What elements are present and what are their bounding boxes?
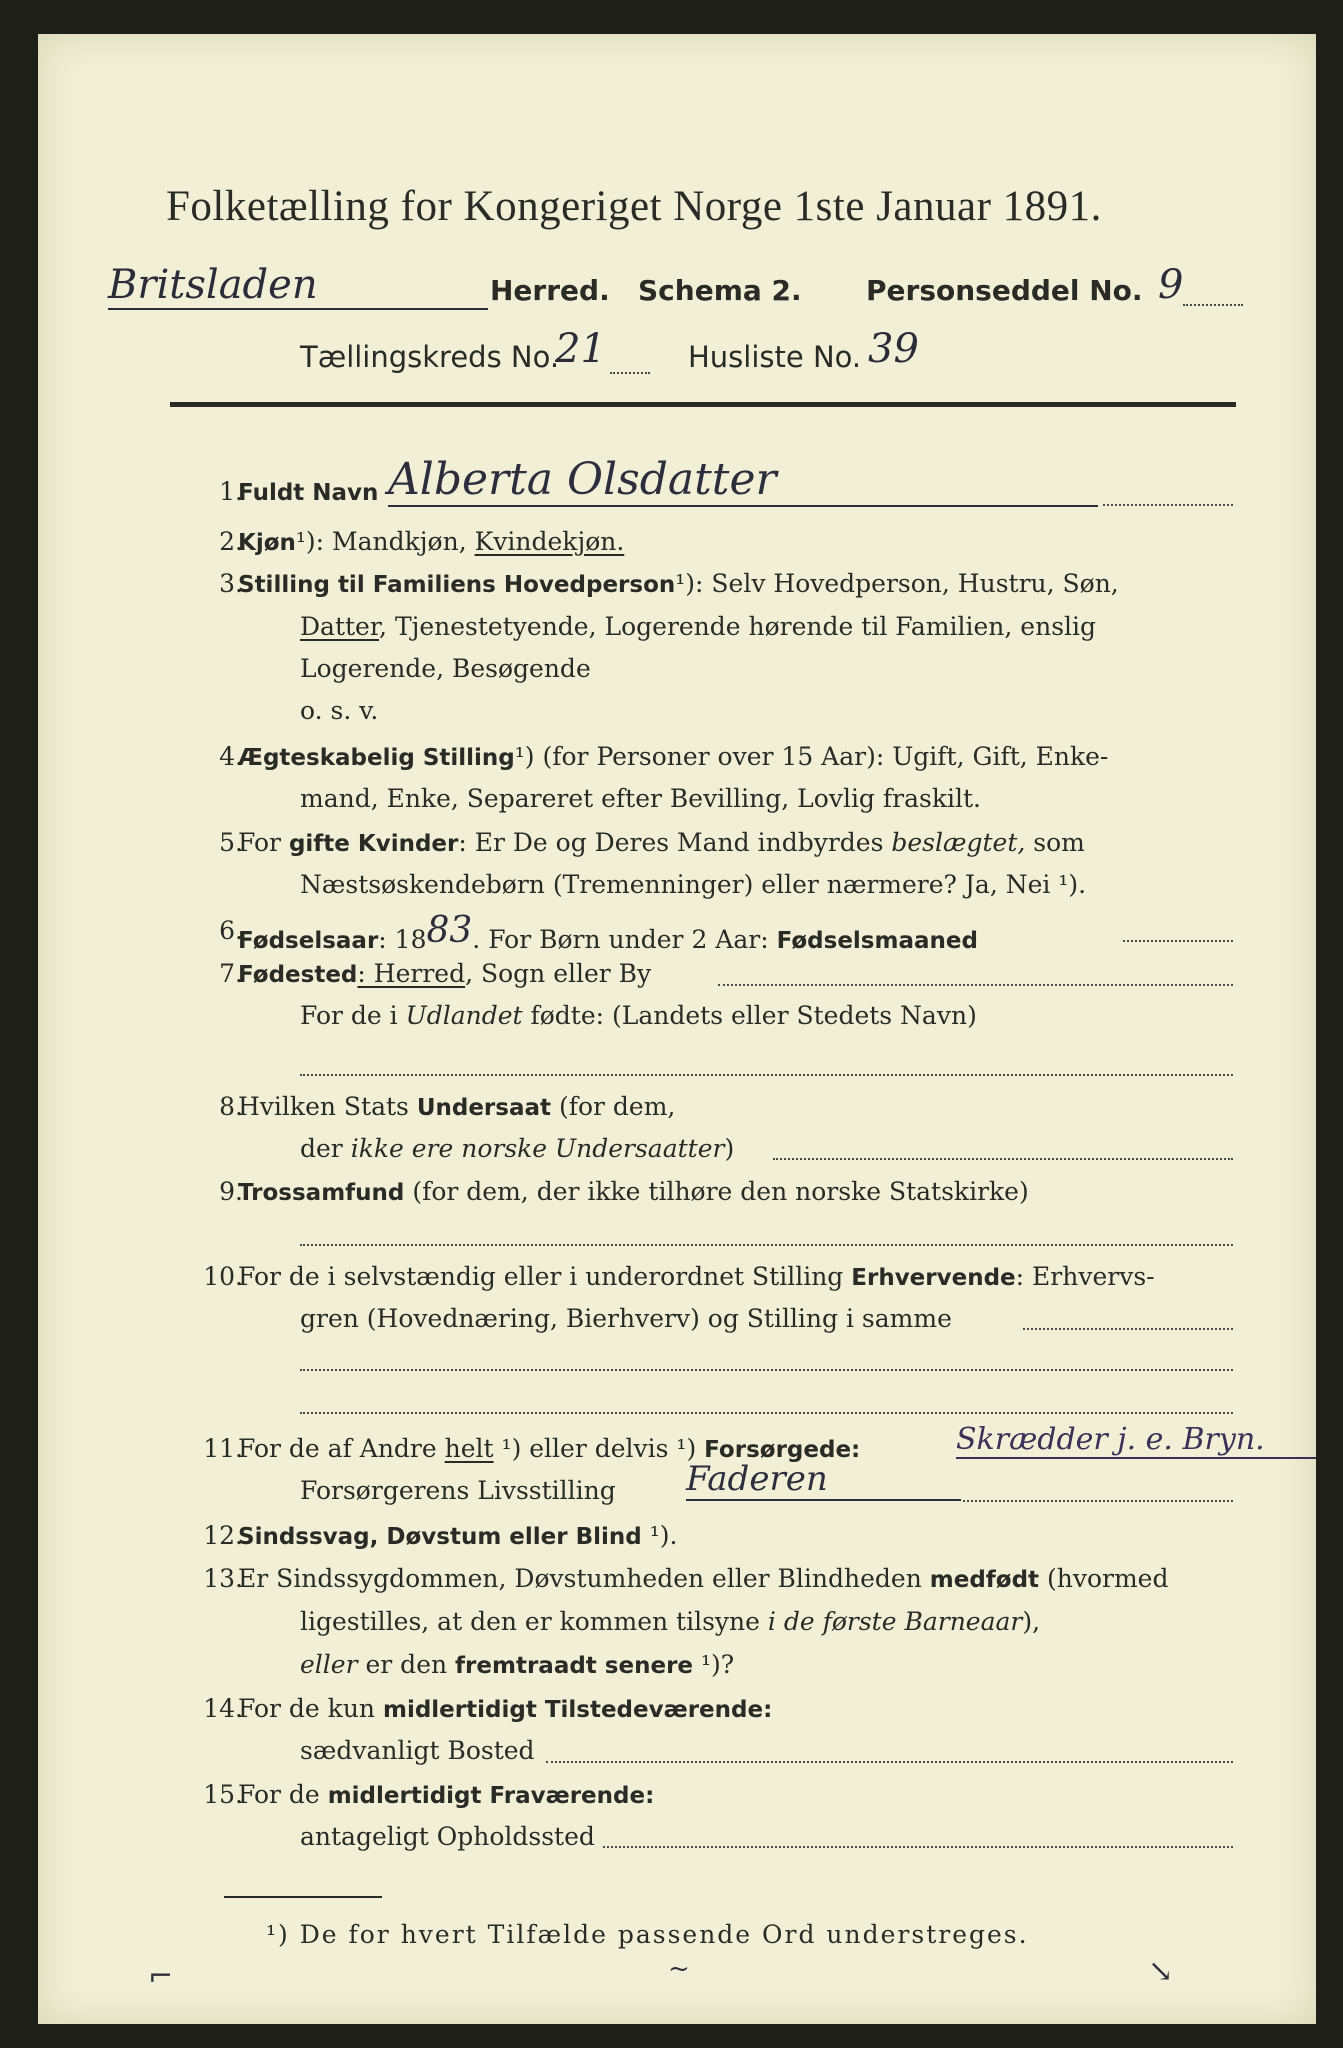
item-10-line-1: For de i selvstændig eller i underordnet Stilling Erhvervende: Erhvervs- (238, 1262, 1155, 1291)
herred-label: Herred. (490, 274, 610, 307)
item-11-livsstilling-handwritten: Faderen (686, 1459, 961, 1501)
item-12-line: Sindssvag, Døvstum eller Blind ¹). (238, 1521, 678, 1550)
item-9-line-1: Trossamfund (for dem, der ikke tilhøre den norske Statskirke) (238, 1177, 1029, 1206)
item-14-line-1: For de kun midlertidigt Tilstedeværende: (238, 1694, 773, 1723)
item-3-line-2: Datter, Tjenestetyende, Logerende hørende til Familien, enslig (300, 612, 1097, 641)
schema-label: Schema 2. (638, 274, 802, 307)
item-5-line-2: Næstsøskendebørn (Tremenninger) eller nærmere? Ja, Nei ¹). (300, 870, 1087, 899)
item-8-line-1: Hvilken Stats Undersaat (for dem, (238, 1092, 676, 1121)
item-11-forsorgede-handwritten: Skrædder j. e. Bryn. (956, 1422, 1316, 1459)
item-13-line-1: Er Sindssygdommen, Døvstumheden eller Blindheden medfødt (hvormed (238, 1564, 1169, 1593)
item-12-number: 12. (203, 1521, 243, 1550)
husliste-label: Husliste No. (688, 340, 862, 374)
item-3-line-1: Stilling til Familiens Hovedperson¹): Selv Hovedperson, Hustru, Søn, (238, 569, 1119, 598)
item-4-line-2: mand, Enke, Separeret efter Bevilling, Lovlig fraskilt. (300, 784, 981, 813)
margin-mark-left: ⌐ (148, 1959, 174, 1994)
item-1-name-handwritten: Alberta Olsdatter (388, 454, 1098, 507)
item-13-line-3: eller er den fremtraadt senere ¹)? (300, 1650, 735, 1679)
item-7-line-2: For de i Udlandet fødte: (Landets eller Stedets Navn) (300, 1001, 977, 1030)
item-3-line-3: Logerende, Besøgende (300, 654, 591, 683)
item-7-number: 7. (219, 959, 243, 988)
taellingskreds-label: Tællingskreds No. (300, 340, 560, 374)
item-6-line: Fødselsaar: 1883. For Børn under 2 Aar: Fødselsmaaned (238, 910, 978, 954)
item-13-number: 13. (203, 1564, 243, 1593)
item-15-line-1: For de midlertidigt Fraværende: (238, 1780, 655, 1809)
item-10-line-2: gren (Hovednæring, Bierhverv) og Stilling i samme (300, 1304, 952, 1333)
item-2-line: Kjøn¹): Mandkjøn, Kvindekjøn. (238, 527, 625, 556)
personseddel-number: 9 (1158, 262, 1184, 308)
footnote-divider (224, 1896, 382, 1898)
item-5-line-1: For gifte Kvinder: Er De og Deres Mand indbyrdes beslægtet, som (238, 828, 1085, 857)
herred-handwritten: Britsladen (108, 262, 488, 310)
item-1-number: 1. (219, 477, 243, 506)
item-8-number: 8. (219, 1092, 243, 1121)
item-11-line-1: For de af Andre helt ¹) eller delvis ¹) Forsørgede: (238, 1434, 861, 1463)
item-7-line-1: Fødested: Herred, Sogn eller By (238, 959, 652, 988)
item-10-number: 10. (203, 1262, 243, 1291)
item-5-number: 5. (219, 828, 243, 857)
footnote: ¹) De for hvert Tilfælde passende Ord understreges. (266, 1920, 1029, 1949)
form-title: Folketælling for Kongeriget Norge 1ste Januar 1891. (166, 183, 1102, 230)
item-2-number: 2. (219, 527, 243, 556)
husliste-number: 39 (868, 326, 919, 372)
item-4-line-1: Ægteskabelig Stilling¹) (for Personer over 15 Aar): Ugift, Gift, Enke- (238, 742, 1109, 771)
taellingskreds-number: 21 (555, 326, 606, 372)
item-3-number: 3. (219, 569, 243, 598)
item-15-number: 15. (203, 1780, 243, 1809)
item-14-line-2: sædvanligt Bosted (300, 1736, 535, 1765)
margin-mark-center: ~ (668, 1954, 690, 1984)
personseddel-label: Personseddel No. (866, 274, 1143, 307)
item-8-line-2: der ikke ere norske Undersaatter) (300, 1134, 735, 1163)
item-13-line-2: ligestilles, at den er kommen tilsyne i de første Barneaar), (300, 1607, 1041, 1636)
item-1-label: Fuldt Navn (238, 480, 379, 506)
item-15-line-2: antageligt Opholdssted (300, 1822, 595, 1851)
item-14-number: 14. (203, 1694, 243, 1723)
item-3-line-4: o. s. v. (300, 696, 379, 725)
item-11-line-2: Forsørgerens Livsstilling (300, 1476, 616, 1505)
item-4-number: 4. (219, 742, 243, 771)
margin-mark-right: ↘ (1148, 1954, 1174, 1989)
item-6-number: 6. (219, 916, 243, 945)
item-11-number: 11. (203, 1434, 243, 1463)
item-9-number: 9. (219, 1177, 243, 1206)
header-divider (170, 402, 1236, 407)
census-form-sheet (38, 34, 1316, 2024)
